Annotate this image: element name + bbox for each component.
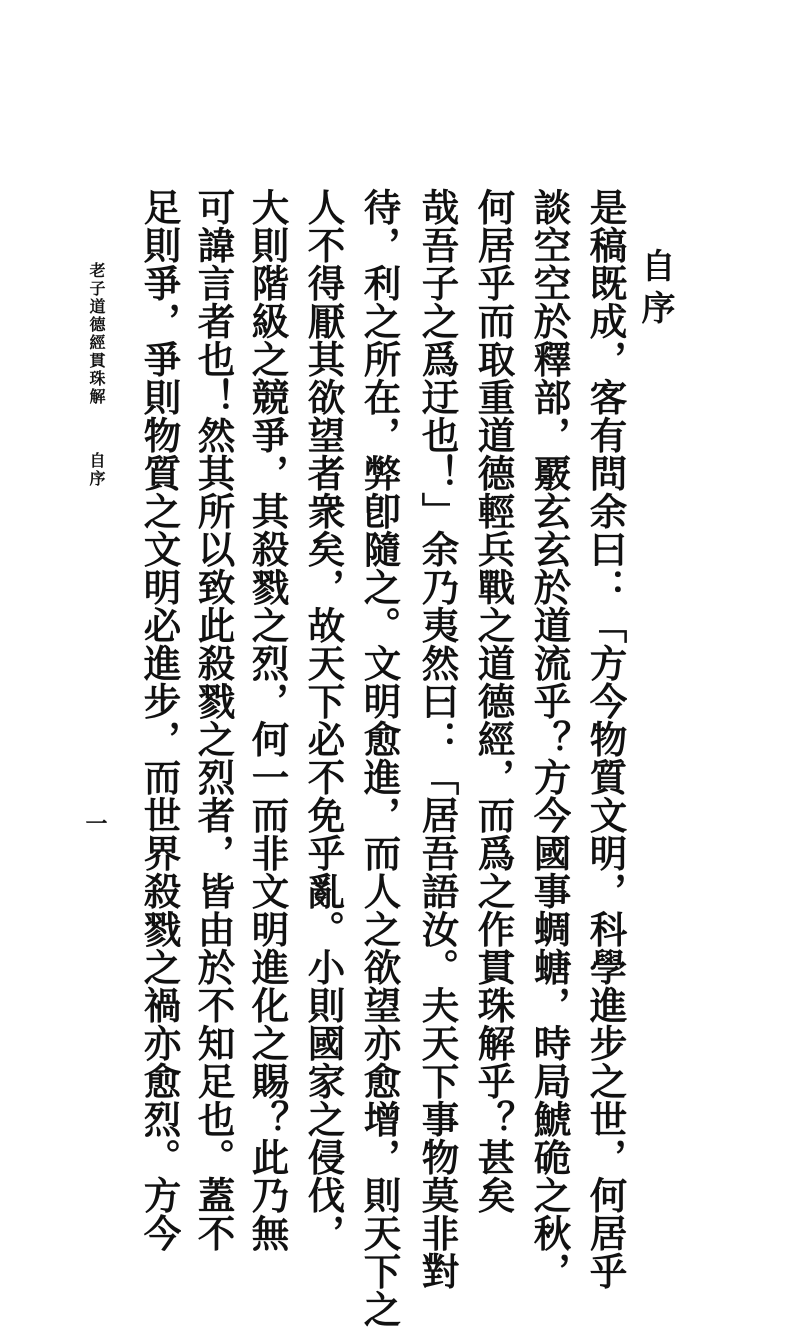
margin-book-title: 老子道德經貫珠解 [87, 262, 106, 406]
text-column-2: 談空空於釋部，覈玄玄於道流乎？方今國事蜩螗，時局鯱硊之秋， [527, 188, 572, 1290]
section-title: 自序 [635, 248, 675, 332]
text-column-3: 何居乎而取重道德輕兵戰之道德經，而爲之作貫珠解乎？甚矣 [471, 188, 516, 1214]
margin-page-number: 一 [82, 812, 108, 836]
text-column-5: 待，利之所在，弊卽隨之。文明愈進，而人之欲望亦愈增，則天下之 [357, 188, 402, 1328]
margin-section-label: 自序 [87, 452, 106, 488]
text-column-9: 足則爭，爭則物質之文明必進步，而世界殺戮之禍亦愈烈。方今 [137, 188, 182, 1252]
text-column-7: 大則階級之競爭，其殺戮之烈，何一而非文明進化之賜？此乃無 [245, 188, 290, 1252]
text-column-4: 哉吾子之爲迂也！」余乃夷然曰：「居吾語汝。夫天下事物莫非對 [415, 188, 460, 1290]
text-column-1: 是稿既成，客有問余曰：「方今物質文明，科學進步之世，何居乎 [583, 188, 628, 1290]
text-column-8: 可諱言者也！然其所以致此殺戮之烈者，皆由於不知足也。蓋不 [191, 188, 236, 1252]
text-column-6: 人不得厭其欲望者衆矣，故天下必不免乎亂。小則國家之侵伐， [301, 188, 346, 1252]
